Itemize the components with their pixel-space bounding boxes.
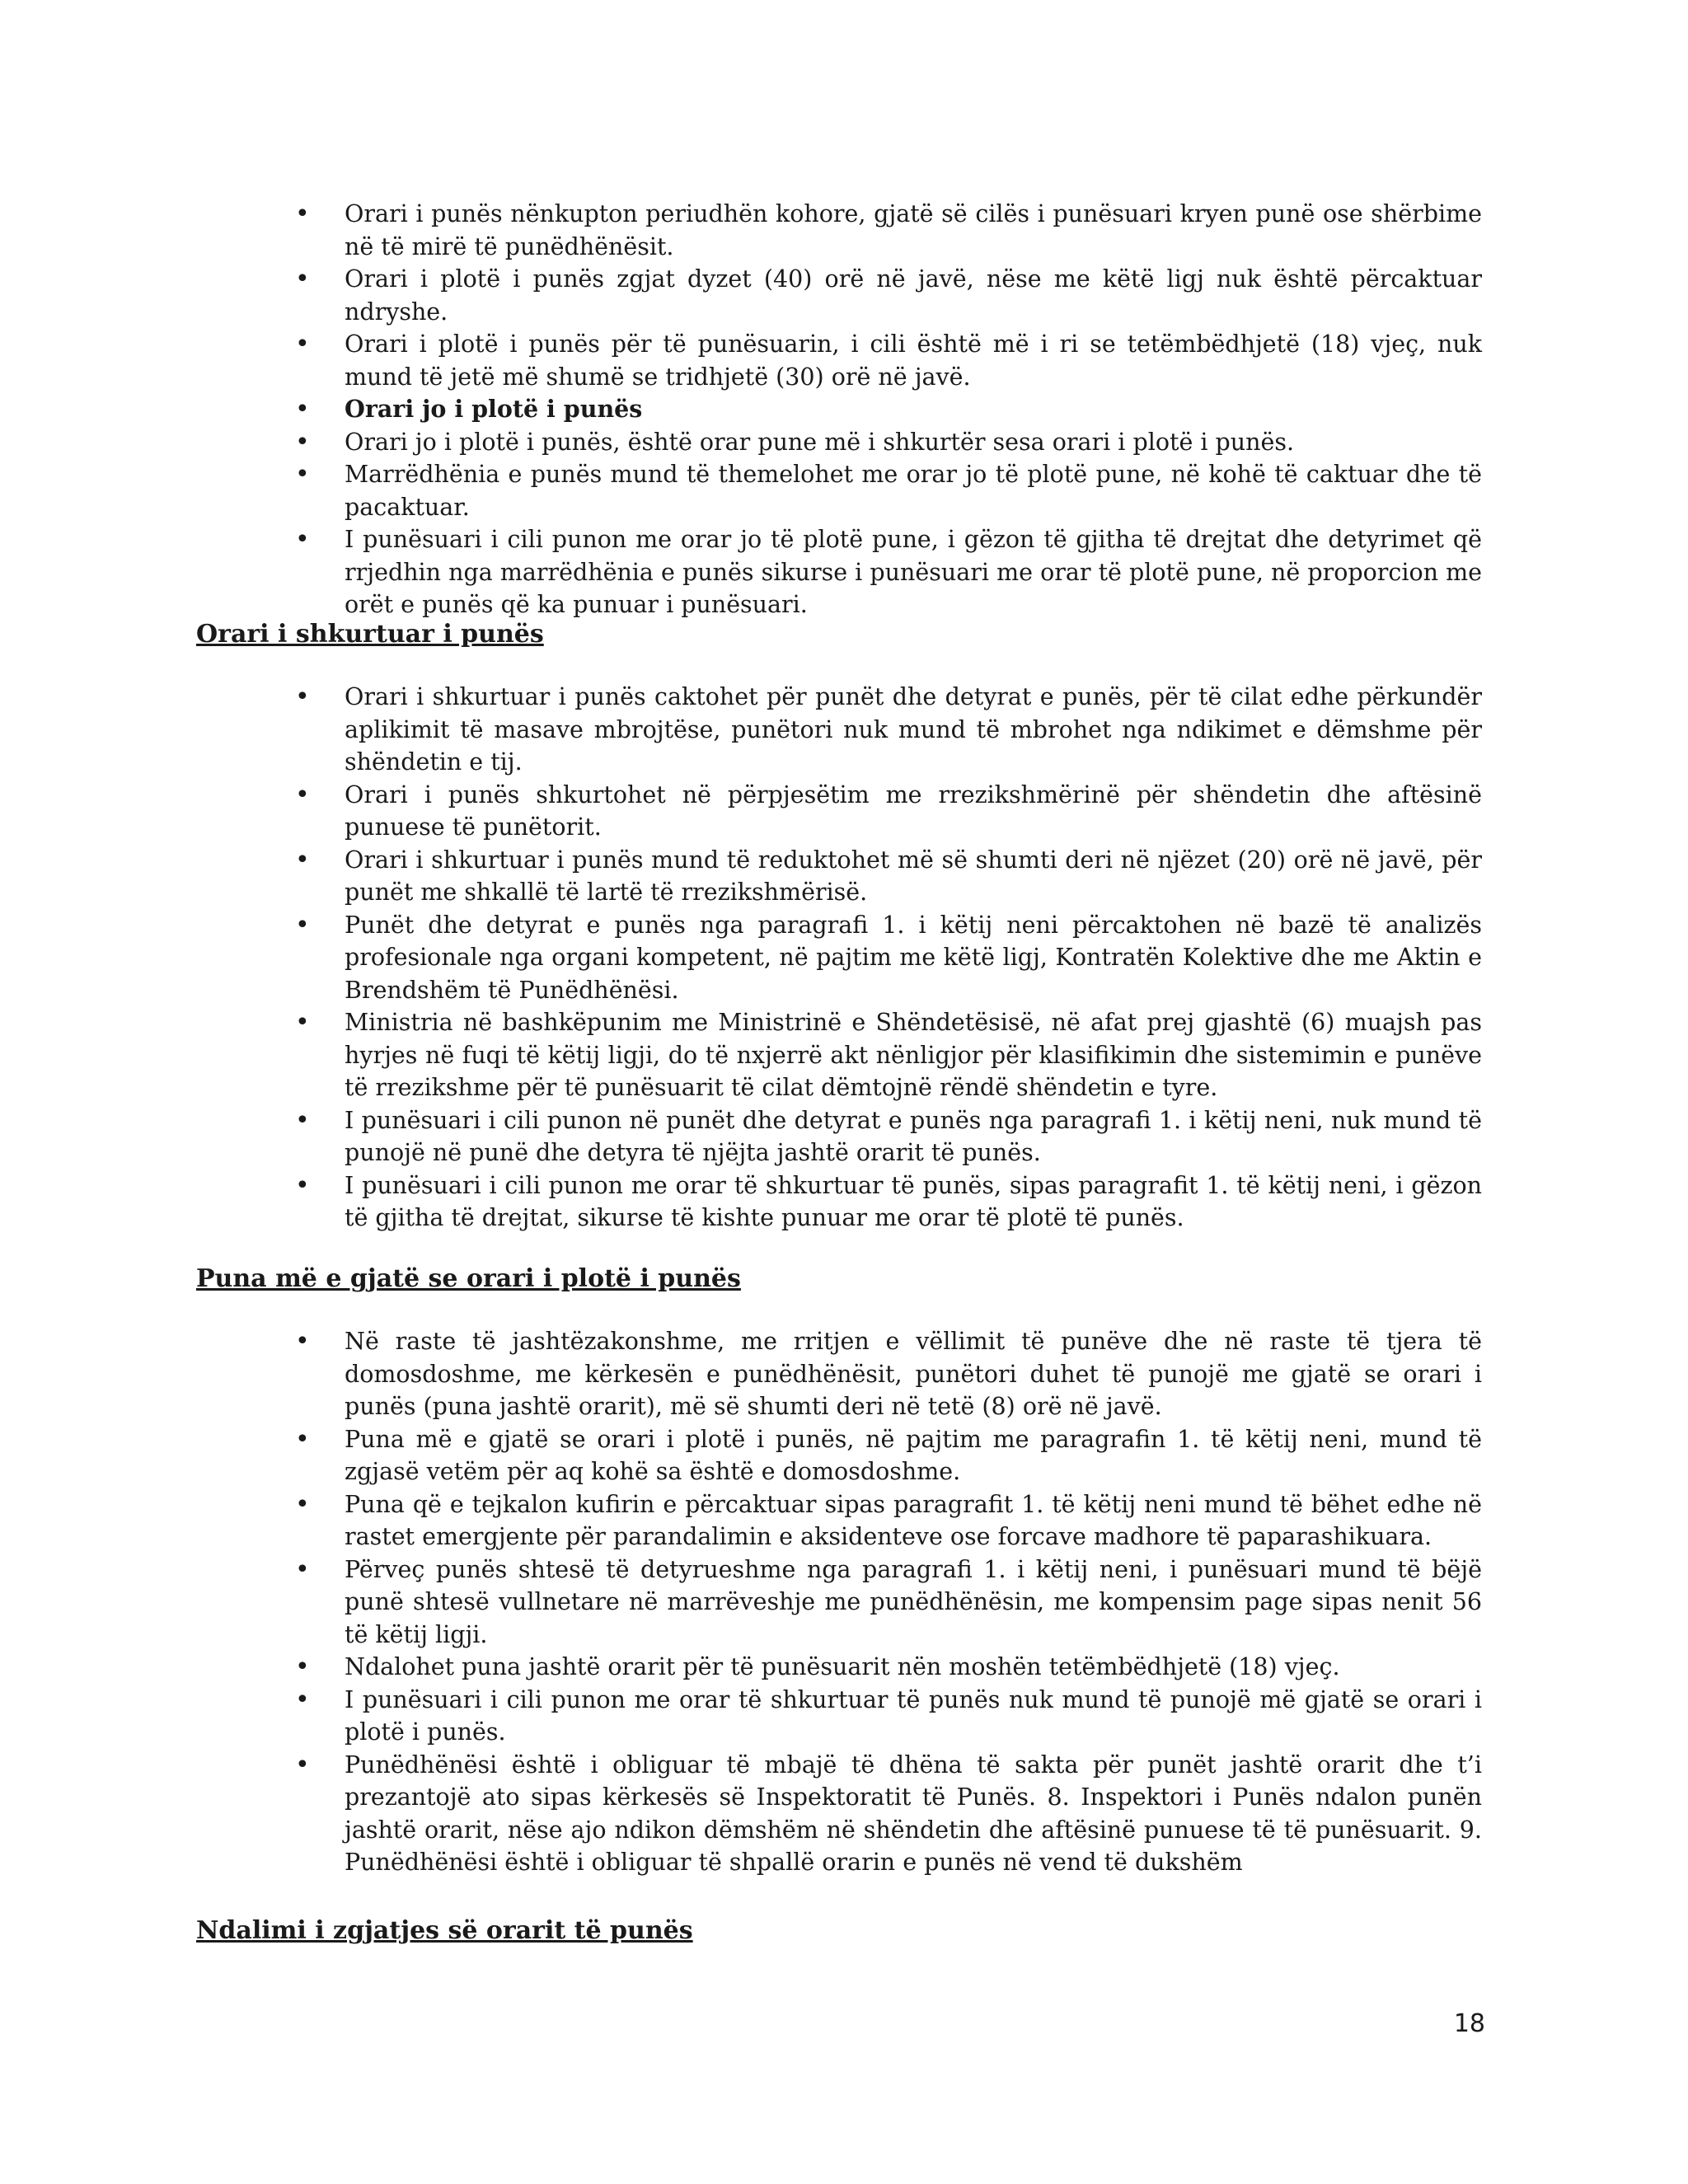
list-item-text: Përveç punës shtesë të detyrueshme nga paragrafi 1. i këtij neni, i punësuari mund të bëjë punë shtesë vullnetare në marrëveshje me punëdhënësin, me kompensim page sipas nenit 56 të këtij ligji.: [345, 1555, 1482, 1648]
list-item-text: Orari jo i plotë i punës, është orar pune më i shkurtër sesa orari i plotë i punës.: [345, 428, 1295, 456]
list-item-text: Orari i punës nënkupton periudhën kohore, gjatë së cilës i punësuari kryen punë ose shërbime në të mirë të punëdhënësit.: [345, 200, 1482, 260]
list-item-text: Orari i shkurtuar i punës mund të reduktohet më së shumti deri në njëzet (20) orë në javë, për punët me shkallë të lartë të rrezikshmërisë.: [345, 846, 1482, 906]
list-item: [196, 909, 1482, 1007]
list-item-text: Puna më e gjatë se orari i plotë i punës, në pajtim me paragrafin 1. të këtij neni, mund të zgjasë vetëm për aq kohë sa është e domosdoshme.: [345, 1425, 1482, 1485]
bullet-icon: •: [295, 780, 310, 809]
bullet-icon: •: [295, 460, 310, 489]
bullet-icon: •: [295, 845, 310, 874]
section-heading-shortened-hours: Orari i shkurtuar i punës: [196, 620, 544, 649]
bullet-icon: •: [295, 1489, 310, 1519]
bullet-icon: •: [295, 395, 310, 424]
bullet-icon: •: [295, 1652, 310, 1681]
page-number: 18: [1453, 2009, 1485, 2038]
list-item: [196, 328, 1482, 393]
bullet-icon: •: [295, 1750, 310, 1779]
list-item: [196, 263, 1482, 328]
list-item: [196, 1325, 1482, 1423]
bullet-icon: •: [295, 1170, 310, 1200]
list-item: [196, 1651, 1482, 1684]
bullet-list-shortened-hours: [196, 681, 1482, 1235]
list-item: [196, 1423, 1482, 1488]
bullet-icon: •: [295, 1008, 310, 1037]
list-item-text: Punëdhënësi është i obliguar të mbajë të dhëna të sakta për punët jashtë orarit dhe t’i prezantojë ato sipas kërkesës së Inspektoratit të Punës. 8. Inspektori i Punës ndalon punën jashtë orarit, nëse ajo ndikon dëmshëm në shëndetin dhe aftësinë punuese të të punësuarit. 9. Punëdhënësi është i obliguar të shpallë orarin e punës në vend të dukshëm: [345, 1750, 1482, 1876]
list-item-text: Orari i plotë i punës për të punësuarin, i cili është më i ri se tetëmbëdhjetë (18) vjeç, nuk mund të jetë më shumë se tridhjetë (30) orë në javë.: [345, 330, 1482, 391]
bullet-icon: •: [295, 525, 310, 554]
list-item-text: Orari i plotë i punës zgjat dyzet (40) orë në javë, nëse me këtë ligj nuk është përcaktuar ndryshe.: [345, 265, 1482, 326]
bullet-icon: •: [295, 682, 310, 711]
bullet-icon: •: [295, 1554, 310, 1584]
list-item: [196, 1006, 1482, 1104]
bullet-icon: •: [295, 330, 310, 359]
list-item-text: Orari i shkurtuar i punës caktohet për punët dhe detyrat e punës, për të cilat edhe përkundër aplikimit të masave mbrojtëse, punëtori nuk mund të mbrohet nga ndikimet e dëmshme për shëndetin e tij.: [345, 683, 1482, 776]
list-item-text: I punësuari i cili punon me orar të shkurtuar të punës nuk mund të punojë më gjatë se orari i plotë i punës.: [345, 1685, 1482, 1746]
bullet-list-overtime: [196, 1325, 1482, 1879]
list-item: [196, 1169, 1482, 1235]
list-item: [196, 198, 1482, 263]
bullet-icon: •: [295, 1105, 310, 1135]
list-item-text: Marrëdhënia e punës mund të themelohet me orar jo të plotë pune, në kohë të caktuar dhe të pacaktuar.: [345, 461, 1482, 521]
list-item: [196, 844, 1482, 909]
list-item: [196, 1684, 1482, 1749]
bullet-icon: •: [295, 427, 310, 457]
bullet-icon: •: [295, 1327, 310, 1356]
list-item-text: Puna që e tejkalon kufirin e përcaktuar sipas paragrafit 1. të këtij neni mund të bëhet edhe në rastet emergjente për parandalimin e aksidenteve ose forcave madhore të paparashikuara.: [345, 1490, 1482, 1550]
list-item-text: I punësuari i cili punon me orar jo të plotë pune, i gëzon të gjitha të drejtat dhe detyrimet që rrjedhin nga marrëdhënia e punës sikurse i punësuari me orar të plotë pune, në proporcion me orët e punës që ka punuar i punësuari.: [345, 526, 1482, 618]
list-item: [196, 393, 1482, 426]
list-item: [196, 1488, 1482, 1554]
list-item: [196, 681, 1482, 779]
list-item-subheading: Orari jo i plotë i punës: [345, 395, 643, 423]
list-item-text: Punët dhe detyrat e punës nga paragrafi 1. i këtij neni përcaktohen në bazë të analizës profesionale nga organi kompetent, në pajtim me këtë ligj, Kontratën Kolektive dhe me Aktin e Brendshëm të Punëdhënësi.: [345, 911, 1482, 1004]
list-item: [196, 1749, 1482, 1879]
list-item: [196, 779, 1482, 844]
list-item: [196, 1554, 1482, 1652]
list-item-text: Ministria në bashkëpunim me Ministrinë e Shëndetësisë, në afat prej gjashtë (6) muajsh pas hyrjes në fuqi të këtij ligji, do të nxjerrë akt nënligjor për klasifikimin dhe sistemimin e punëve të rrezikshme për të punësuarit të cilat dëmtojnë rëndë shëndetin e tyre.: [345, 1009, 1482, 1101]
list-item-text: I punësuari i cili punon në punët dhe detyrat e punës nga paragrafi 1. i këtij neni, nuk mund të punojë në punë dhe detyra të njëjta jashtë orarit të punës.: [345, 1106, 1482, 1166]
list-item-text: Orari i punës shkurtohet në përpjesëtim me rrezikshmërinë për shëndetin dhe aftësinë punuese të punëtorit.: [345, 780, 1482, 841]
list-item: [196, 1104, 1482, 1169]
bullet-icon: •: [295, 1685, 310, 1714]
list-item-text: I punësuari i cili punon me orar të shkurtuar të punës, sipas paragrafit 1. të këtij neni, i gëzon të gjitha të drejtat, sikurse të kishte punuar me orar të plotë të punës.: [345, 1171, 1482, 1231]
list-item: [196, 426, 1482, 459]
section-heading-overtime-prohibition: Ndalimi i zgjatjes së orarit të punës: [196, 1916, 693, 1945]
list-item-text: Në raste të jashtëzakonshme, me rritjen e vëllimit të punëve dhe në raste të tjera të domosdoshme, me kërkesën e punëdhënësit, punëtori duhet të punojë me gjatë se orari i punës (puna jashtë orarit), më së shumti deri në tetë (8) orë në javë.: [345, 1328, 1482, 1420]
list-item-text: Ndalohet puna jashtë orarit për të punësuarit nën moshën tetëmbëdhjetë (18) vjeç.: [345, 1653, 1340, 1680]
bullet-icon: •: [295, 265, 310, 293]
list-item: [196, 458, 1482, 523]
bullet-list-working-hours: [196, 198, 1482, 621]
bullet-icon: •: [295, 199, 310, 228]
section-heading-overtime: Puna më e gjatë se orari i plotë i punës: [196, 1264, 741, 1293]
bullet-icon: •: [295, 910, 310, 940]
bullet-icon: •: [295, 1424, 310, 1454]
list-item: [196, 523, 1482, 621]
